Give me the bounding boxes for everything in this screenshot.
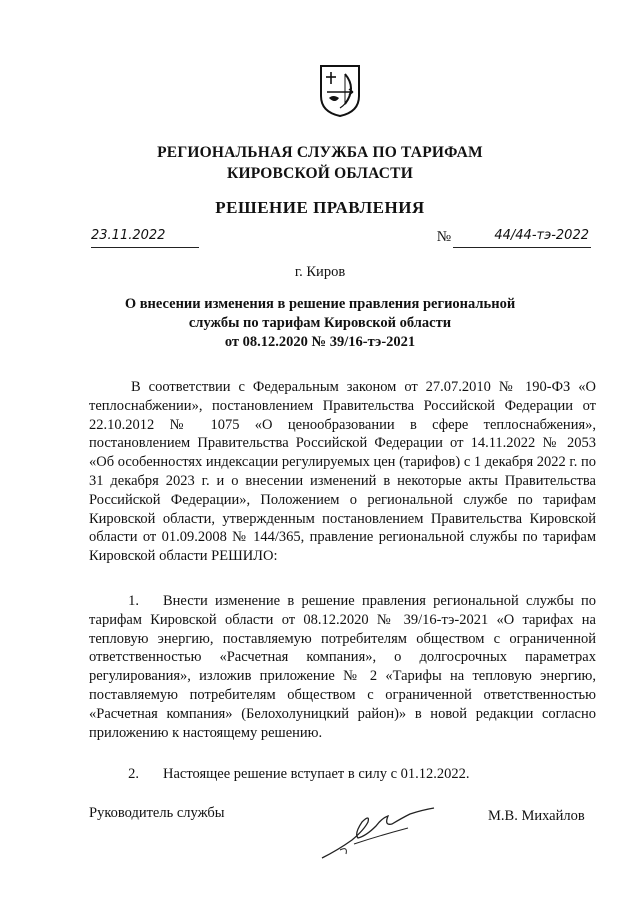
item-1-text: Внести изменение в решение правления региональной службы по тарифам Кировской области от 08.12.2020 № 39/16-тэ-2021 «О тарифах на тепловую энергию, поставляемую потребителям обществом с ограниченной ответственностью «Расчетная компания», о долгосрочных параметрах регулирования», изложив приложение № 2 «Тарифы на тепловую энергию, поставляемую потребителям обществом с ограниченной ответственностью «Расчетная компания» (Белохолуницкий район)» в новой редакции согласно приложению к настоящему решению. [89, 593, 596, 741]
item-1 [89, 592, 596, 742]
subject-line2: службы по тарифам Кировской области [188, 315, 452, 331]
decision-subject [0, 295, 640, 352]
decision-number: 44/44-тэ-2022 [494, 228, 589, 243]
organization-name-line1: РЕГИОНАЛЬНАЯ СЛУЖБА ПО ТАРИФАМ [157, 144, 483, 161]
organization-name-line2: КИРОВСКОЙ ОБЛАСТИ [227, 165, 413, 182]
preamble-paragraph: В соответствии с Федеральным законом от 27.07.2010 № 190-ФЗ «О теплоснабжении», постановлением Правительства Российской Федерации от 22.10.2012 № 1075 «О ценообразовании в сфере теплоснабжения», постановлением Правительства Российской Федерации от 14.11.2022 № 2053 «Об особенностях индексации регулируемых цен (тарифов) с 1 декабря 2022 г. по 31 декабря 2023 г. и о внесении изменений в некоторые акты Правительства Российской Федерации», Положением о региональной службе по тарифам Кировской области, утвержденным постановлением Правительства Кировской области от 01.09.2008 № 144/365, правление региональной службы по тарифам Кировской области РЕШИЛО: [89, 379, 596, 565]
date-number-row [91, 228, 591, 252]
signatory-name: М.В. Михайлов [488, 808, 585, 824]
item-1-number: 1. [128, 593, 139, 609]
item-2-text: Настоящее решение вступает в силу с 01.12.2022. [163, 766, 470, 782]
number-underline [453, 247, 591, 248]
kirov-coat-of-arms-icon [319, 64, 361, 118]
city: г. Киров [294, 264, 346, 280]
signatory-position: Руководитель службы [89, 805, 225, 821]
subject-line1: О внесении изменения в решение правления региональной [124, 296, 516, 312]
organization-name [0, 142, 640, 184]
item-2-number: 2. [128, 766, 139, 782]
item-2 [89, 765, 596, 784]
number-label: № [436, 229, 451, 245]
decision-date: 23.11.2022 [91, 228, 166, 243]
handwritten-signature-icon [318, 800, 438, 862]
date-underline [91, 247, 199, 248]
decision-title: РЕШЕНИЕ ПРАВЛЕНИЯ [215, 198, 425, 217]
subject-line3: от 08.12.2020 № 39/16-тэ-2021 [224, 334, 416, 350]
